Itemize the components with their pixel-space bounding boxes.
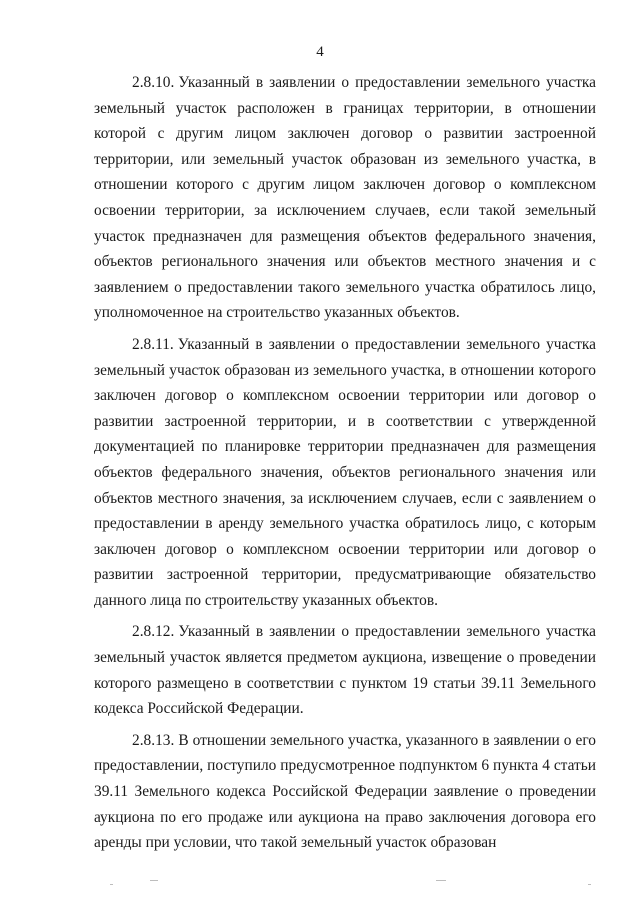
paragraph-text: Указанный в заявлении о предоставлении земельного участка земельный участок является предметом аукциона, извещение о проведении которого размещено в соответствии с пунктом 19 статьи 39.11 Земельного кодекса Российской Федерации. (94, 623, 596, 718)
paragraph-2-8-13 (94, 728, 596, 856)
page-number: 4 (316, 44, 324, 60)
paragraph-number: 2.8.13. (132, 731, 175, 749)
paragraph-number: 2.8.10. (132, 74, 175, 91)
paragraph-number: 2.8.12. (132, 623, 175, 641)
paragraph-2-8-11 (94, 332, 596, 614)
paragraph-2-8-10 (94, 70, 596, 326)
scan-artifact (436, 880, 446, 881)
paragraph-2-8-12 (94, 619, 596, 721)
paragraph-text: Указанный в заявлении о предоставлении земельного участка земельный участок образован из земельного участка, в отношении которого заключен договор о комплексном освоении территории или договор о развитии застроенной территории, и в соответствии с утвержденной документацией по планировке территории предназначен для размещения объектов федерального значения, объектов регионального значения или объектов местного значения, за исключением случаев, если с заявлением о предоставлении в аренду земельного участка обратилось лицо, с которым заключен договор о комплексном освоении территории или договор о развитии застроенной территории, предусматривающие обязательство данного лица по строительству указанных объектов. (94, 335, 596, 609)
scan-artifact (588, 884, 591, 885)
document-body (94, 70, 596, 862)
paragraph-text: Указанный в заявлении о предоставлении земельного участка земельный участок расположен в границах территории, в отношении которой с другим лицом заключен договор о развитии застроенной территории, или земельный участок образован из земельного участка, в отношении которого с другим лицом заключен договор о комплексном освоении территории, за исключением случаев, если такой земельный участок предназначен для размещения объектов федерального значения, объектов регионального значения или объектов местного значения и с заявлением о предоставлении такого земельного участка обратилось лицо, уполномоченное на строительство указанных объектов. (94, 74, 596, 322)
scan-artifact (150, 880, 158, 881)
scan-artifact (110, 884, 113, 885)
paragraph-text: В отношении земельного участка, указанного в заявлении о его предоставлении, поступило предусмотренное подпунктом 6 пункта 4 статьи 39.11 Земельного кодекса Российской Федерации заявление о проведении аукциона по его продаже или аукциона на право заключения договора его аренды при условии, что такой земельный участок образован (94, 731, 596, 852)
paragraph-number: 2.8.11. (132, 335, 174, 353)
